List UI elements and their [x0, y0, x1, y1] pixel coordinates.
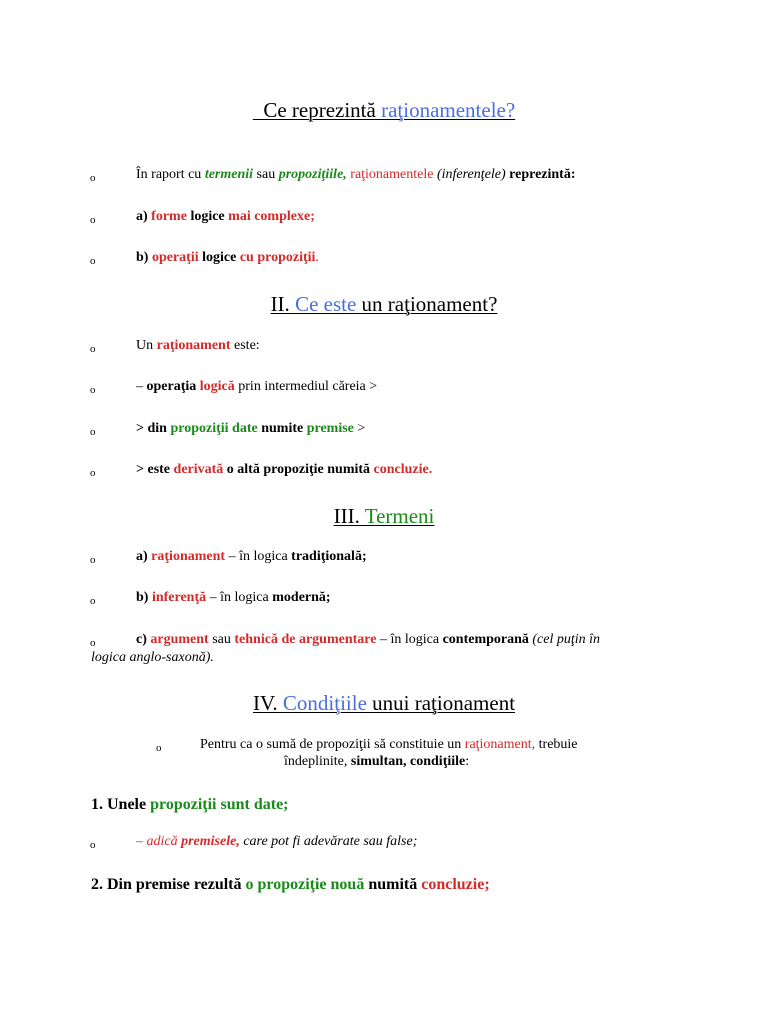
bullet-icon: o: [90, 839, 96, 851]
condition-2: 2. Din premise rezultă o propoziţie nouă numită concluzie;: [91, 876, 490, 893]
list-item: b) operaţii logice cu propoziţii.: [136, 250, 319, 265]
intro-line-continuation: îndeplinite, simultan, condiţiile:: [284, 754, 470, 769]
bullet-icon: o: [90, 343, 96, 355]
bullet-icon: o: [90, 426, 96, 438]
bullet-icon: o: [90, 172, 96, 184]
heading-conditions: IV. Condiţiile unui raţionament: [252, 691, 516, 715]
list-item: a) forme logice mai complexe;: [136, 209, 315, 224]
heading-what-are-reasonings: Ce reprezintă raţionamentele?: [252, 98, 516, 122]
bullet-icon: o: [90, 214, 96, 226]
list-item: – adică premisele, care pot fi adevărate sau false;: [136, 834, 418, 849]
bullet-icon: o: [156, 742, 162, 754]
bullet-icon: o: [90, 554, 96, 566]
bullet-icon: o: [90, 255, 96, 267]
list-item: > din propoziţii date numite premise >: [136, 421, 366, 436]
list-item: c) argument sau tehnică de argumentare – în logica contemporană (cel puţin în: [136, 632, 601, 647]
list-item: > este derivată o altă propoziţie numită concluzie.: [136, 462, 433, 477]
list-item: b) inferenţă – în logica modernă;: [136, 590, 331, 605]
list-item: – operaţia logică prin intermediul căreia >: [136, 379, 378, 394]
list-item: a) raţionament – în logica tradiţională;: [136, 549, 367, 564]
heading-what-is-a-reasoning: II. Ce este un raţionament?: [270, 292, 498, 316]
bullet-icon: o: [90, 384, 96, 396]
list-item-continuation: logica anglo-saxonă).: [91, 650, 214, 665]
list-item: În raport cu termenii sau propoziţiile, raţionamentele (inferenţele) reprezintă:: [136, 167, 576, 182]
bullet-icon: o: [90, 595, 96, 607]
list-item: Un raţionament este:: [136, 338, 260, 353]
heading-terms: III. Termeni: [333, 504, 435, 528]
condition-1: 1. Unele propoziţii sunt date;: [91, 796, 289, 813]
bullet-icon: o: [90, 637, 96, 649]
intro-line: Pentru ca o sumă de propoziţii să constituie un raţionament, trebuie: [200, 737, 578, 752]
bullet-icon: o: [90, 467, 96, 479]
